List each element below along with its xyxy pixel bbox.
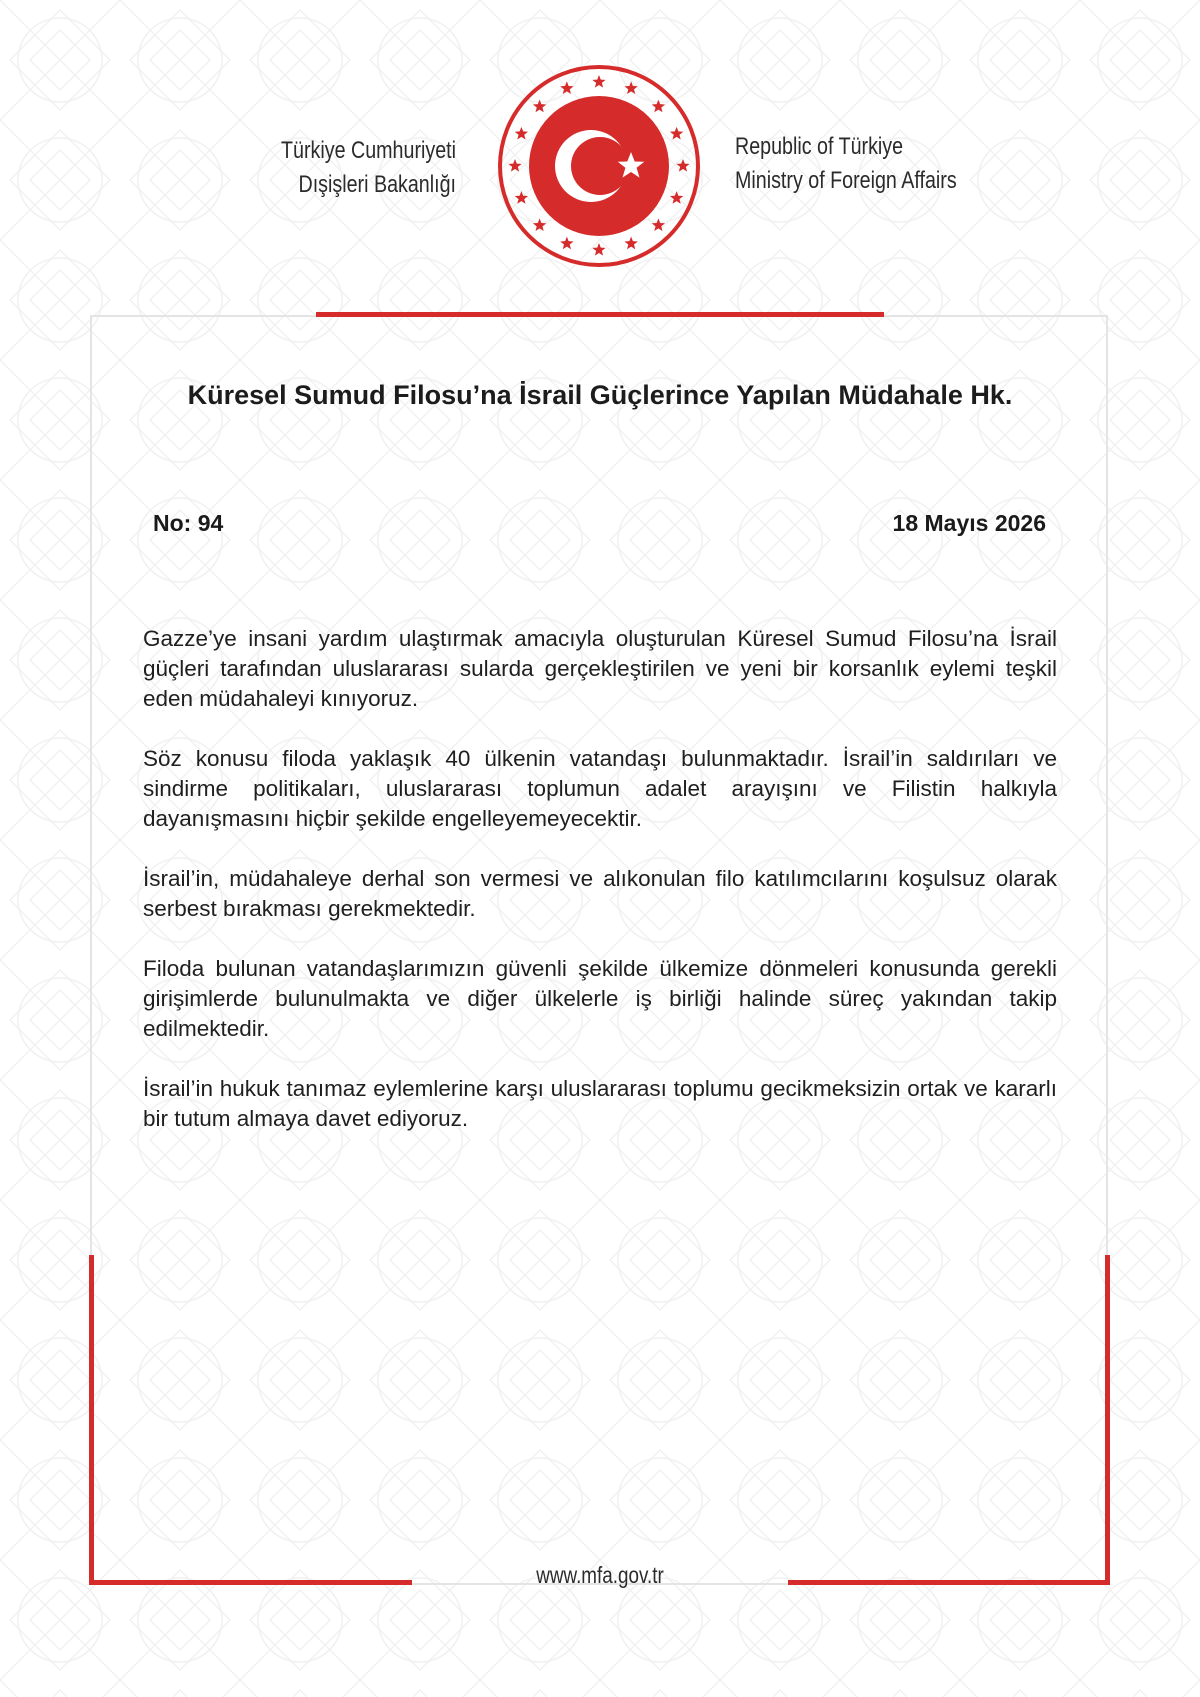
document-number: No: 94 — [153, 510, 224, 536]
emblem-star-icon — [624, 237, 637, 250]
document-title: Küresel Sumud Filosu’na İsrail Güçlerince Yapılan Müdahale Hk. — [187, 380, 1013, 410]
emblem-star-icon — [670, 191, 683, 204]
emblem-star-icon — [533, 100, 546, 113]
emblem-star-icon — [560, 237, 573, 250]
bottom-right-accent-bar — [788, 1580, 1110, 1585]
emblem-star-icon — [652, 100, 665, 113]
emblem-star-icon — [624, 81, 637, 94]
emblem-star-icon — [508, 159, 521, 172]
emblem-star-icon — [592, 243, 605, 256]
body-paragraph: Gazze’ye insani yardım ulaştırmak amacıyla oluşturulan Küresel Sumud Filosu’na İsrail güçleri tarafından uluslararası sularda gerçekleştirilen ve yeni bir korsanlık eylemi teşkil eden müdahaleyi kınıyoruz. — [143, 626, 1057, 711]
ministry-emblem-icon — [492, 59, 706, 273]
emblem-star-icon — [592, 75, 605, 88]
ministry-name-tr-line2: Dışişleri Bakanlığı — [298, 171, 456, 198]
emblem-star-icon — [515, 191, 528, 204]
body-paragraph: İsrail’in hukuk tanımaz eylemlerine karşı uluslararası toplumu gecikmeksizin ortak ve kararlı bir tutum almaya davet ediyoruz. — [143, 1076, 1057, 1131]
body-paragraph: Filoda bulunan vatandaşlarımızın güvenli şekilde ülkemize dönmeleri konusunda gerekli girişimlerde bulunulmakta ve diğer ülkelerle iş birliği halinde süreç yakından takip edilmektedir. — [143, 956, 1057, 1041]
ministry-name-english — [735, 130, 957, 198]
ministry-name-turkish — [279, 134, 456, 202]
document-body — [143, 624, 1057, 1164]
emblem-star-icon — [670, 127, 683, 140]
emblem-star-icon — [533, 218, 546, 231]
bottom-left-accent-bar — [89, 1580, 412, 1585]
ministry-name-en-line2: Ministry of Foreign Affairs — [735, 167, 957, 194]
emblem-star-icon — [515, 127, 528, 140]
footer-website-link[interactable]: www.mfa.gov.tr — [536, 1562, 664, 1588]
ministry-name-tr-line1: Türkiye Cumhuriyeti — [281, 137, 456, 164]
document-date: 18 Mayıs 2026 — [892, 510, 1046, 536]
right-accent-bar — [1105, 1255, 1110, 1585]
body-paragraph: Söz konusu filoda yaklaşık 40 ülkenin vatandaşı bulunmaktadır. İsrail’in saldırıları ve sindirme politikaları, uluslararası toplumun adalet arayışını ve Filistin halkıyla dayanışmasını hiçbir şekilde engelleyemeyecektir. — [143, 746, 1057, 831]
body-paragraph: İsrail’in, müdahaleye derhal son vermesi ve alıkonulan filo katılımcılarını koşulsuz olarak serbest bırakması gerekmektedir. — [143, 866, 1057, 921]
ministry-name-en-line1: Republic of Türkiye — [735, 133, 904, 160]
left-accent-bar — [89, 1255, 94, 1585]
emblem-star-icon — [560, 81, 573, 94]
emblem-star-icon — [652, 218, 665, 231]
emblem-star-icon — [676, 159, 689, 172]
top-accent-bar — [316, 312, 884, 317]
